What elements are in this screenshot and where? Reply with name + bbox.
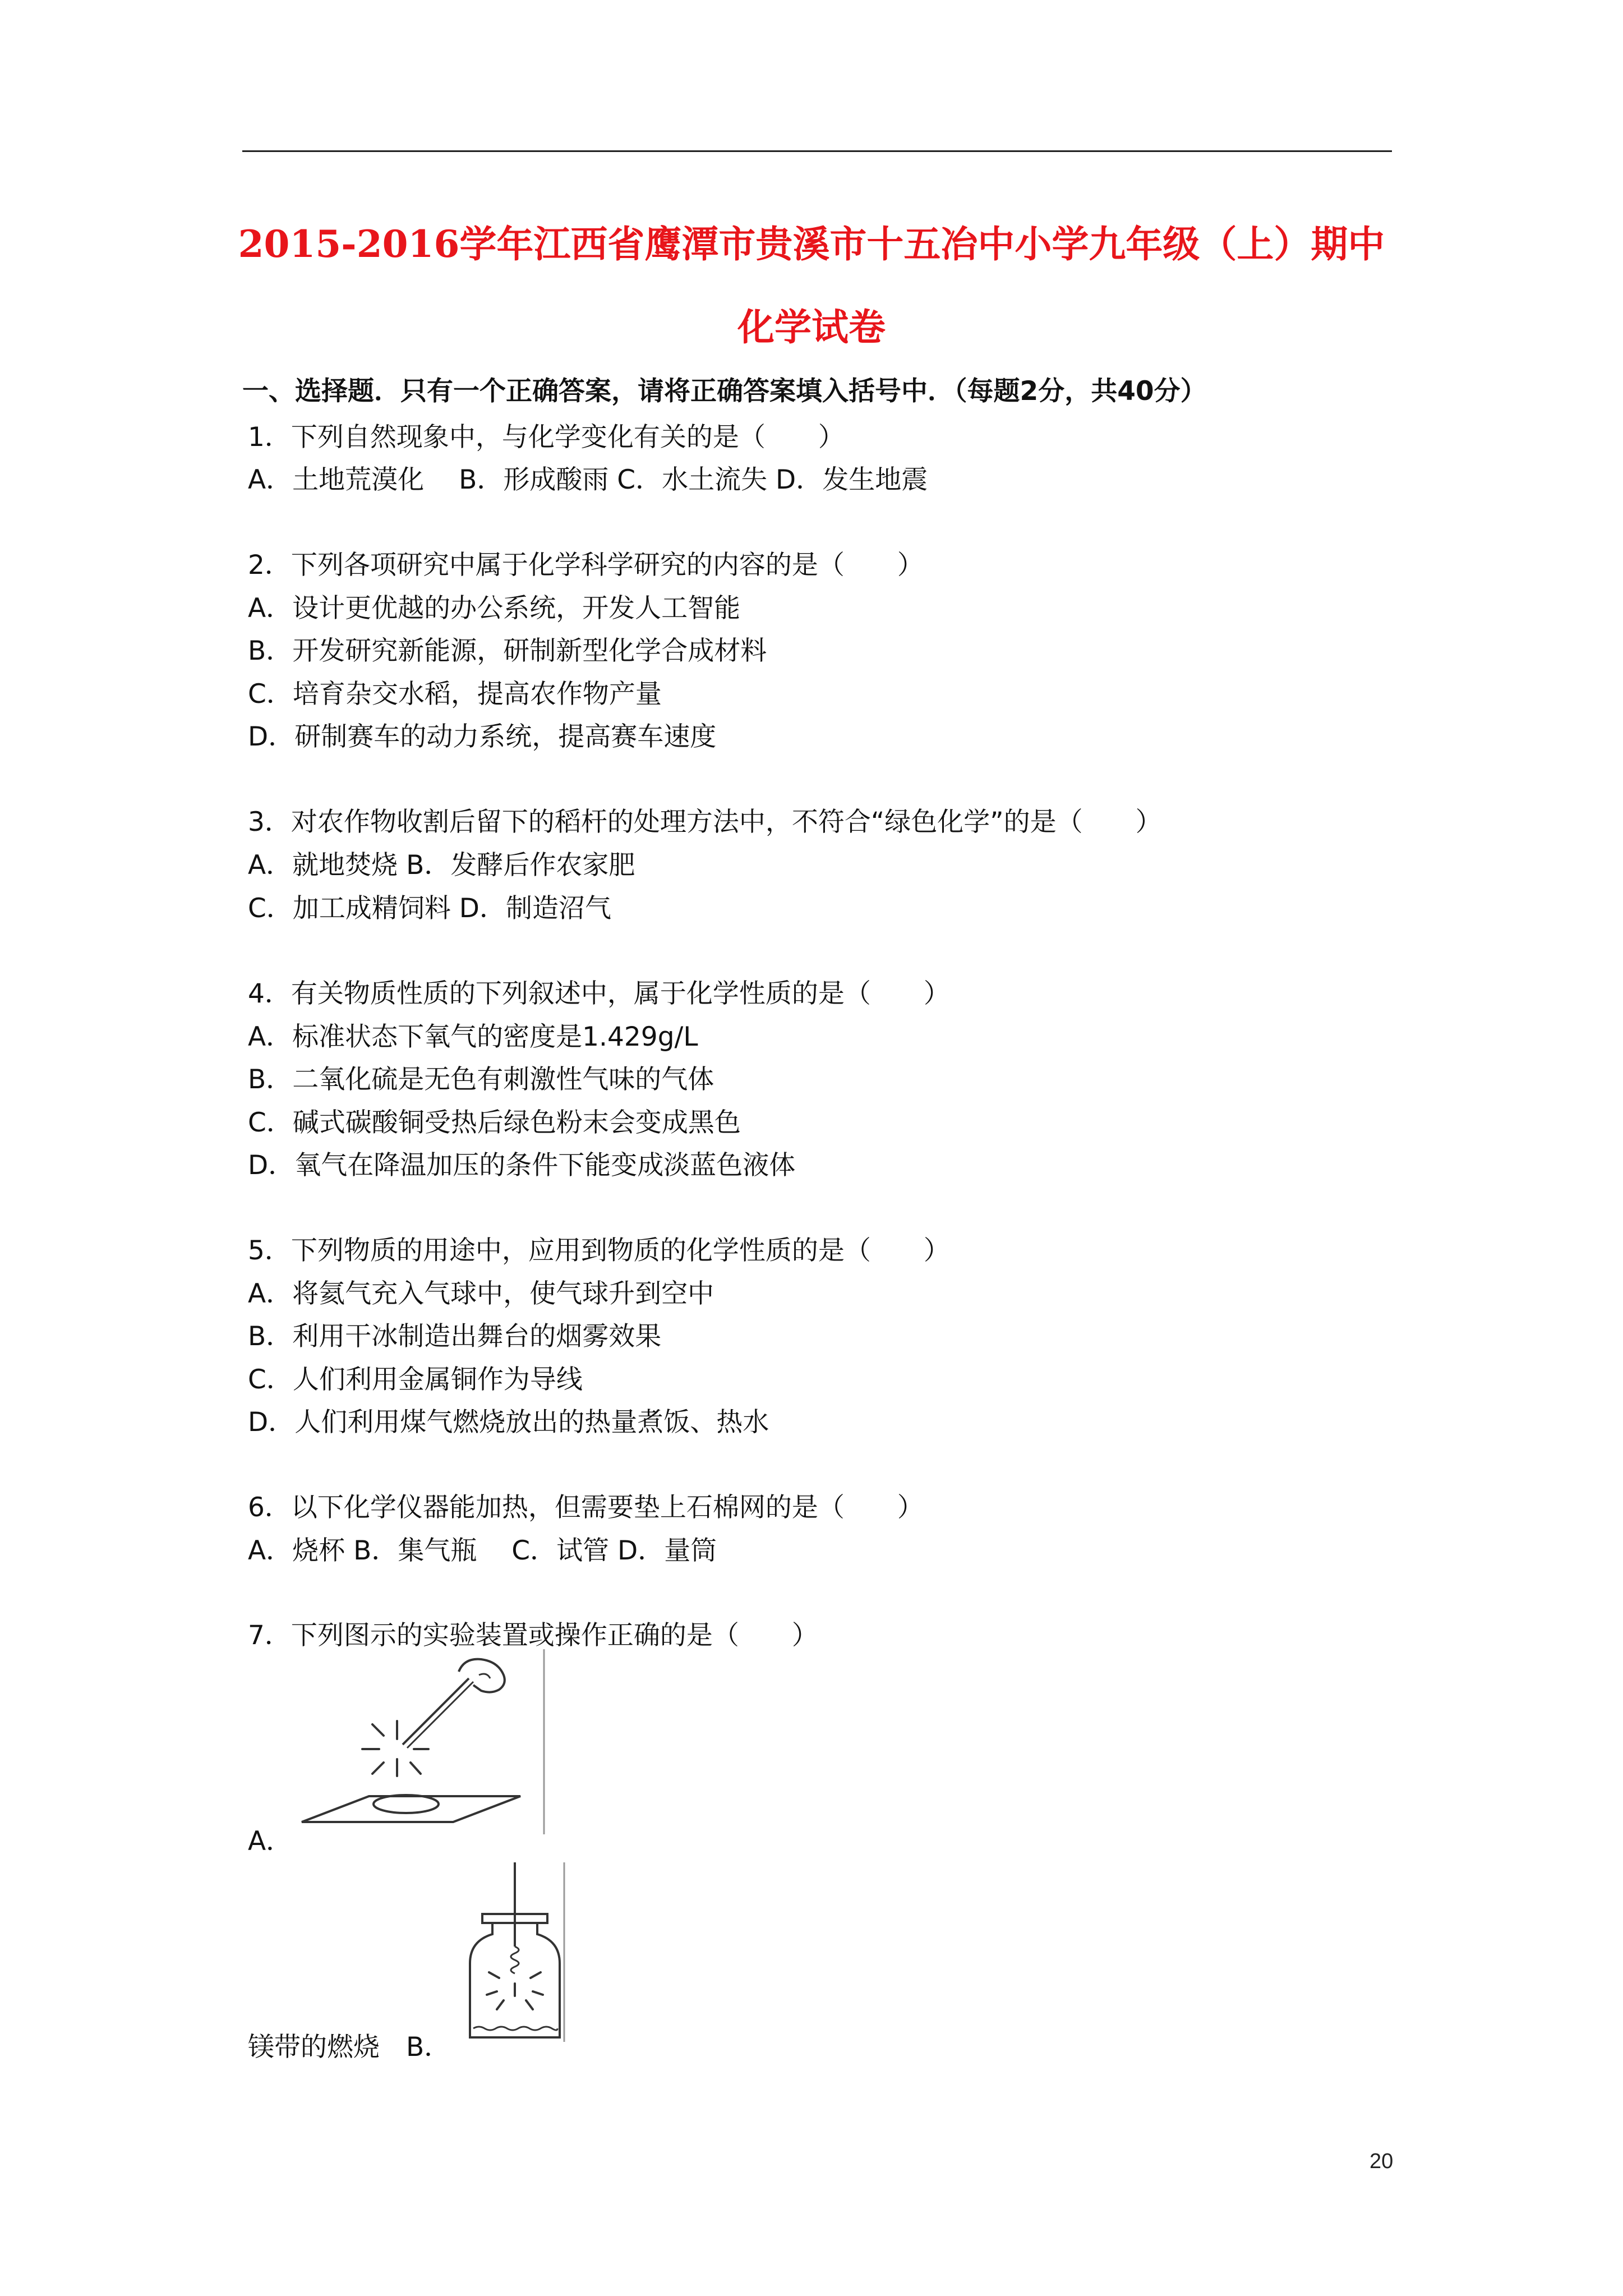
figure-b-jar-combustion: [460, 1862, 566, 2047]
question-1-options: A．土地荒漠化 B．形成酸雨 C．水土流失 D．发生地震: [248, 464, 928, 495]
question-5-option-d: D．人们利用煤气燃烧放出的热量煮饭、热水: [248, 1407, 769, 1438]
question-5-option-a: A．将氦气充入气球中，使气球升到空中: [248, 1278, 714, 1309]
page-number: 20: [1370, 2150, 1394, 2173]
question-4-option-c: C．碱式碳酸铜受热后绿色粉末会变成黑色: [248, 1107, 741, 1138]
question-6-stem: 6．以下化学仪器能加热，但需要垫上石棉网的是（ ）: [248, 1492, 924, 1523]
question-1-stem: 1．下列自然现象中，与化学变化有关的是（ ）: [248, 422, 845, 453]
question-2-stem: 2．下列各项研究中属于化学科学研究的内容的是（ ）: [248, 550, 924, 581]
question-2-option-b: B．开发研究新能源，研制新型化学合成材料: [248, 636, 767, 666]
question-2-option-a: A．设计更优越的办公系统，开发人工智能: [248, 593, 741, 624]
question-2-option-d: D．研制赛车的动力系统，提高赛车速度: [248, 721, 717, 752]
question-4-option-b: B．二氧化硫是无色有刺激性气味的气体: [248, 1064, 714, 1095]
question-3-stem: 3．对农作物收割后留下的稻杆的处理方法中，不符合“绿色化学”的是（ ）: [248, 807, 1162, 838]
exam-title-line2: 化学试卷: [737, 305, 886, 349]
question-4-option-a: A．标准状态下氧气的密度是1.429g/L: [248, 1022, 698, 1052]
header-rule: [242, 150, 1392, 152]
question-5-option-b: B．利用干冰制造出舞台的烟雾效果: [248, 1321, 662, 1352]
question-6-options: A．烧杯 B．集气瓶 C．试管 D．量筒: [248, 1535, 717, 1566]
question-7-stem: 7．下列图示的实验装置或操作正确的是（ ）: [248, 1620, 818, 1651]
question-7-option-b-label: 镁带的燃烧 B．: [248, 2032, 451, 2063]
exam-title-line1: 2015-2016学年江西省鹰潭市贵溪市十五冶中小学九年级（上）期中: [238, 222, 1385, 266]
question-4-stem: 4．有关物质性质的下列叙述中，属于化学性质的是（ ）: [248, 978, 950, 1009]
figure-a-magnesium-burning: [291, 1649, 548, 1834]
question-2-option-c: C．培育杂交水稻，提高农作物产量: [248, 679, 662, 710]
question-4-option-d: D．氧气在降温加压的条件下能变成淡蓝色液体: [248, 1150, 796, 1181]
section-heading: 一、选择题．只有一个正确答案，请将正确答案填入括号中．（每题2分，共40分）: [242, 376, 1207, 407]
question-5-stem: 5．下列物质的用途中，应用到物质的化学性质的是（ ）: [248, 1235, 950, 1266]
question-5-option-c: C．人们利用金属铜作为导线: [248, 1364, 583, 1395]
question-7-option-a-label: A．: [248, 1826, 293, 1857]
question-3-options-ab: A．就地焚烧 B．发酵后作农家肥: [248, 850, 635, 881]
question-3-options-cd: C．加工成精饲料 D．制造沼气: [248, 893, 611, 924]
